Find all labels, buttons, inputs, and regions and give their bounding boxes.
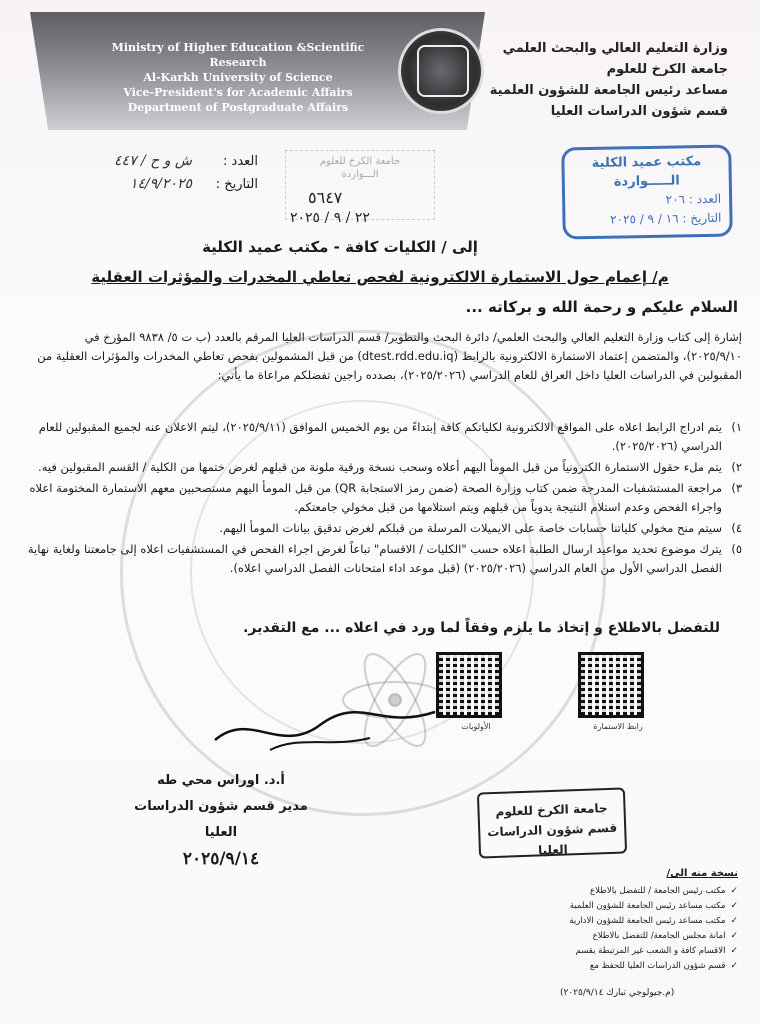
- logo-emblem-icon: [417, 45, 469, 97]
- date-value: ١٤/٩/٢٠٢٥: [129, 176, 192, 192]
- item-text: يترك موضوع تحديد مواعيد ارسال الطلبة اعلاه حسب "الكليات / الاقسام" تباعاً لغرض اجراء الفحص في المستشفيات اعلاه إلى جامعتنا ولغاية نهاية الفصل الدراسي الأول من العام الدراسي (٢٠٢٥/٢٠٢٦) (قبل موعد اداء امتحانات الفصل الدراسي اعلاه).: [27, 542, 722, 575]
- handwritten-signature: [210, 700, 440, 760]
- letterhead-line: Vice-President's for Academic Affairs: [123, 86, 353, 99]
- stamp-number-label: العدد :: [688, 191, 722, 207]
- stamp-date-label: التاريخ :: [682, 210, 722, 226]
- list-item: [20, 540, 742, 578]
- number-value: ش و ح / ٤٤٧: [114, 153, 192, 169]
- list-item: [508, 884, 738, 899]
- qr-block-priorities: [436, 652, 516, 731]
- item-number: ٢): [731, 460, 742, 474]
- copy-recipient: قسم شؤون الدراسات العليا للحفظ مع: [589, 961, 726, 971]
- letterhead-line: Department of Postgraduate Affairs: [127, 101, 349, 114]
- letterhead-line: Ministry of Higher Education &Scientific Research: [111, 41, 365, 69]
- stamp-number: ٢٠٦: [665, 192, 686, 207]
- copy-recipient: الاقسام كافة و الشعب غير المرتبطة بقسم: [575, 946, 726, 956]
- item-number: ٤): [731, 521, 742, 535]
- dept-stamp-line: جامعة الكرخ للعلوم: [495, 801, 608, 819]
- qr-code-icon[interactable]: [436, 652, 502, 718]
- check-icon: ✓: [730, 901, 738, 911]
- check-icon: ✓: [730, 886, 738, 896]
- list-item: [20, 519, 742, 538]
- copy-recipient: مكتب مساعد رئيس الجامعة للشؤون العلمية: [569, 901, 726, 911]
- copy-recipient: مكتب مساعد رئيس الجامعة للشؤون الادارية: [569, 916, 726, 926]
- received-number: ٥٦٤٧: [308, 188, 343, 207]
- dean-office-stamp: [561, 145, 733, 240]
- faint-stamp-line: الـــواردة: [341, 169, 379, 180]
- letterhead-line: مساعد رئيس الجامعة للشؤون العلمية: [489, 83, 728, 98]
- intro-paragraph: إشارة إلى كتاب وزارة التعليم العالي والبحث العلمي/ دائرة البحث والتطوير/ قسم الدراسات العليا المرقم بالعدد (ب ت ٥/ ٩٨٣٨ المؤرخ في ٢٠٢٥/٩/١٠)، والمتضمن إعتماد الاستمارة الالكترونية بالرابط (dtest.rdd.edu.iq) من قبل المشمولين بفحص تعاطي المخدرات والمؤثرات العقلية من المقبولين في الدراسات العليا داخل العراق للعام الدراسي (٢٠٢٥/٢٠٢٦)، بصدده راجين تفضلكم مراعاة ما يأتي:: [37, 330, 742, 382]
- english-letterhead: [88, 40, 388, 115]
- qr-caption: رابط الاستمارة: [593, 722, 643, 731]
- check-icon: ✓: [730, 931, 738, 941]
- item-number: ١): [731, 420, 742, 434]
- list-item: [508, 929, 738, 944]
- list-item: [20, 418, 742, 456]
- stamp-date: ١٦ / ٩ / ٢٠٢٥: [610, 211, 679, 227]
- instruction-list: [20, 418, 742, 580]
- letterhead-line: وزارة التعليم العالي والبحث العلمي: [502, 41, 728, 56]
- stamp-subtitle: الـــــواردة: [613, 173, 680, 190]
- list-item: [508, 959, 738, 974]
- item-text: سيتم منح مخولي كلياتنا حسابات خاصة على الايميلات المرسلة من قبلكم لغرض تدقيق بيانات المومأ اليهم.: [219, 521, 722, 535]
- qr-block-form: [578, 652, 658, 731]
- item-text: مراجعة المستشفيات المدرجة ضمن كتاب وزارة الصحة (ضمن رمز الاستجابة QR) من قبل المومأ اليهم مستصحبين معهم الاستمارة المختومة اعلاه واجراء الفحص وعدم استلام النتيجة يدوياً من قبلهم ويتم استلامها من قبل مخولي جامعتكم.: [29, 481, 722, 514]
- list-item: [508, 944, 738, 959]
- reference-block: [58, 150, 258, 196]
- copies-list: [508, 884, 738, 974]
- check-icon: ✓: [730, 946, 738, 956]
- copy-recipient: مكتب رئيس الجامعة / للتفضل بالاطلاع: [590, 886, 726, 896]
- subject-line: [60, 268, 700, 286]
- letterhead-line: جامعة الكرخ للعلوم: [606, 62, 728, 77]
- list-item: [20, 458, 742, 477]
- copy-recipient: امانة مجلس الجامعة/ للتفضل بالاطلاع: [592, 931, 726, 941]
- list-item: [20, 479, 742, 517]
- check-icon: ✓: [730, 916, 738, 926]
- subject-text: م/ إعمام حول الاستمارة الالكترونية لفحص تعاطي المخدرات والمؤثرات العقلية: [91, 268, 669, 286]
- copies-title: نسخة منه الى/: [666, 868, 738, 879]
- qr-caption: الأولويات: [461, 722, 491, 731]
- qr-code-icon[interactable]: [578, 652, 644, 718]
- letterhead-line: Al-Karkh University of Science: [143, 71, 333, 84]
- addressee: إلى / الكليات كافة - مكتب عميد الكلية: [202, 238, 478, 256]
- signatory-name: أ.د. اوراس محي طه: [157, 773, 285, 788]
- footer-initials: (م.جيولوجي تبارك ٢٠٢٥/٩/١٤): [560, 988, 675, 998]
- received-date: ٢٢ / ٩ / ٢٠٢٥: [290, 210, 370, 226]
- closing-line: للتفضل بالاطلاع و إتخاذ ما يلزم وفقاً لما ورد في اعلاه ... مع التقدير.: [243, 620, 720, 636]
- item-text: يتم ادراج الرابط اعلاه على المواقع الالكترونية لكلياتكم كافة إبتداءً من يوم الخميس الموافق (٢٠٢٥/٩/١١)، ليتم الاعلان عنه لجميع المقبولين للعام الدراسي (٢٠٢٥/٢٠٢٦).: [38, 420, 722, 453]
- letterhead-line: قسم شؤون الدراسات العليا: [550, 104, 728, 119]
- department-stamp: [477, 787, 627, 858]
- list-item: [508, 899, 738, 914]
- greeting: السلام عليكم و رحمة الله و بركاته ...: [465, 298, 738, 316]
- arabic-letterhead: [468, 38, 728, 122]
- check-icon: ✓: [730, 961, 738, 971]
- item-text: يتم ملء حقول الاستمارة الكترونياً من قبل المومأ اليهم أعلاه وسحب نسخة ورقية ملونة من قبلهم لغرض ختمها من الكلية / القسم المقبولين فيه.: [38, 460, 722, 474]
- stamp-title: مكتب عميد الكلية: [591, 154, 702, 171]
- faint-stamp-line: جامعة الكرخ للعلوم: [319, 156, 401, 167]
- item-number: ٣): [731, 481, 742, 495]
- signatory-title: مدير قسم شؤون الدراسات العليا: [134, 799, 308, 840]
- signatory-block: [126, 768, 316, 872]
- item-number: ٥): [731, 542, 742, 556]
- number-label: العدد :: [223, 154, 258, 169]
- signature-date: ٢٠٢٥/٩/١٤: [182, 849, 260, 869]
- date-label: التاريخ :: [215, 177, 258, 192]
- dept-stamp-line: قسم شؤون الدراسات العليا: [487, 820, 618, 858]
- list-item: [508, 914, 738, 929]
